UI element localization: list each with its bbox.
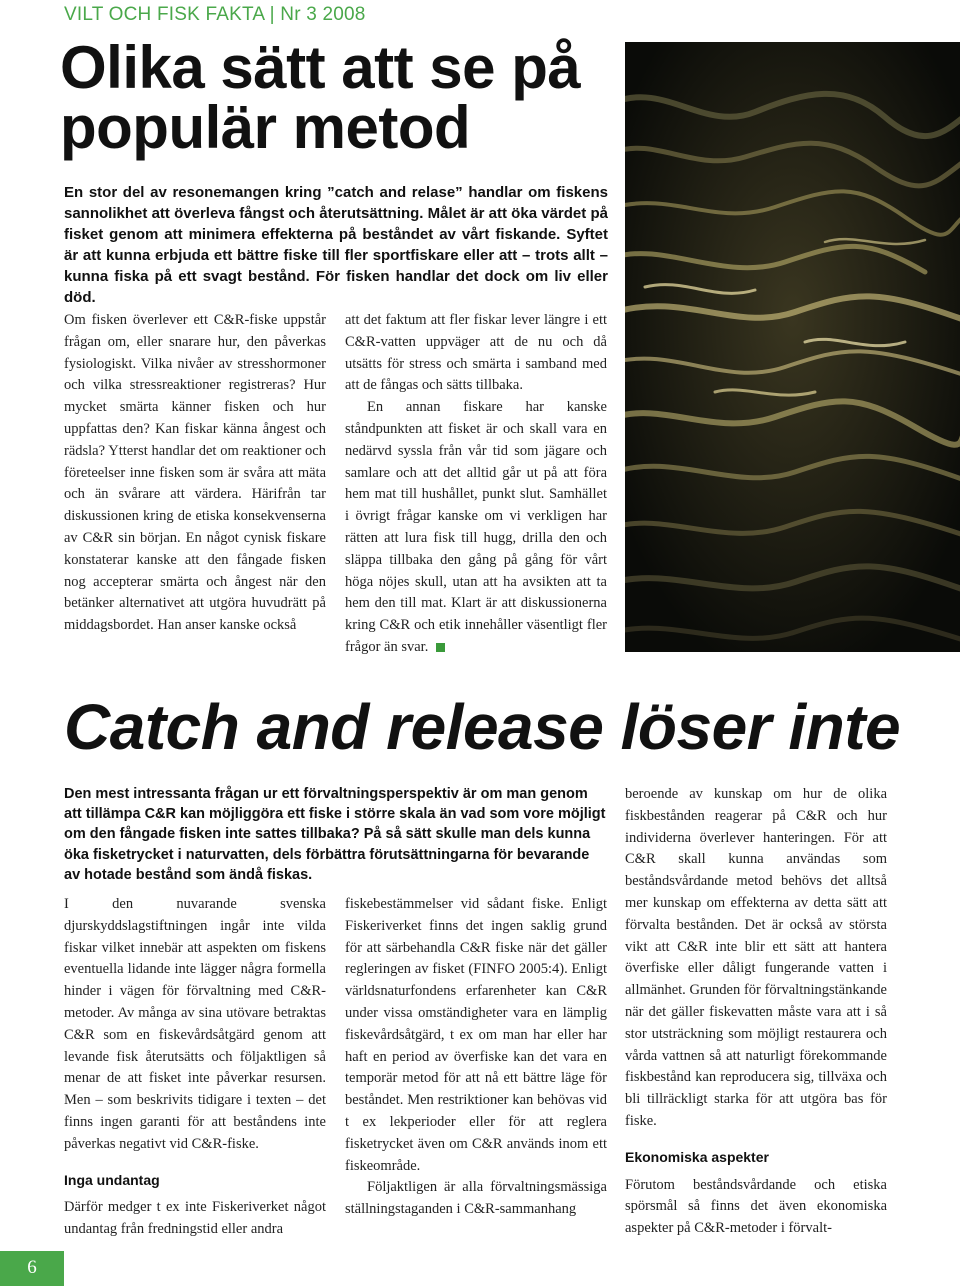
water-ripple-image [625, 42, 960, 652]
article-title: Olika sätt att se på populär metod [60, 34, 581, 161]
body-column-5 [625, 784, 887, 1240]
magazine-header: VILT OCH FISK FAKTA | Nr 3 2008 [64, 4, 366, 25]
body-paragraph: fiskebestämmelser vid sådant fiske. Enligt Fiskeriverket finns det ingen saklig grund för att särbehandla C&R fiske när det gäller regleringen av fisket (FINFO 2005:4). Enligt världsnaturfondens erfarenheter kan C&R under vissa omständigheter vara en lämplig fiskevårdsåtgärd, t ex om man har eller har haft en period av överfiske kan det vara en temporär metod för att nå ett bättre läge för beståndet. Men restriktioner kan behövas vid t ex lekperioder eller för att reglera fisketrycket även om C&R används inom ett fiskeområde. [345, 896, 607, 1174]
body-paragraph: att det faktum att fler fiskar lever längre i ett C&R-vatten uppväger att de nu och då utsätts för stress och smärta i samband med att de fångas och sätts tillbaka. [345, 312, 607, 394]
body-column-2 [345, 310, 607, 659]
body-paragraph: I den nuvarande svenska djurskyddslagstiftningen ingår inte vilda fiskar vilket innebär att aspekten om fiskens eventuella lidande inte lägger några formella hinder i vägen för förvaltning med C&R-metoder. Av många av sina utövare betraktas C&R som en fiskevårdsåtgärd genom att levande fisk återutsätts och följaktligen så menar de att fisket inte påverkar resursen. Men – som beskrivits tidigare i texten – det finns ingen garanti för att beståndens inte påverkas negativt vid C&R-fiske. [64, 896, 326, 1152]
water-photo [625, 42, 960, 652]
article-lead-2: Den mest intressanta frågan ur ett förvaltningsperspektiv är om man genom att tillämpa C&R kan möjliggöra ett fiske i större skala än vad som vore möjligt om den fångade fisken inte sattes tillbaka? På så sätt skulle man dels kunna öka fisketrycket i naturvatten, dels förbättra förutsättningarna för bevarande av hotade bestånd som ändå fiskas. [64, 786, 606, 883]
body-column-4 [345, 894, 607, 1221]
body-paragraph: Därför medger t ex inte Fiskeriverket något undantag från fredningstid eller andra [64, 1199, 326, 1238]
subheading: Inga undantag [64, 1171, 160, 1188]
end-of-article-mark [436, 643, 445, 652]
body-column-3 [64, 894, 326, 1241]
subheading: Ekonomiska aspekter [625, 1148, 769, 1165]
body-paragraph: Förutom beståndsvårdande och etiska spörsmål så finns det även ekonomiska aspekter på C&R-metoder i förvalt- [625, 1176, 887, 1237]
body-paragraph: En annan fiskare har kanske ståndpunkten att fisket är och skall vara en nedärvd syssla från vår tid som jägare och samlare och att det alltid går ut på att föra hem mat till hushållet, punkt slut. Samhället i övrigt frågar kanske om vi verkligen har rätten att lura fisk till hugg, drilla den och släppa tillbaka den gång på gång för vårt höga nöjes skull, utan att ha avsikten att ta hem den till mat. Klart är att diskussionerna kring C&R och etik innehåller väsentligt fler frågor än svar. [345, 399, 607, 655]
page-number: 6 [27, 1257, 37, 1278]
article-title-2: Catch and release löser inte [64, 691, 901, 763]
body-paragraph: Följaktligen är alla förvaltningsmässiga ställningstaganden i C&R-sammanhang [345, 1179, 607, 1218]
body-paragraph: beroende av kunskap om hur de olika fiskbestånden reagerar på C&R och hur individerna överlever hanteringen. För att C&R skall kunna användas som beståndsvårdande metod behövs det alltså mer kunskap om effekterna av detta sätt att förvalta bestånden. Det är också av största vikt att C&R inte blir ett sätt att hantera överfiske eller dåligt fungerande vatten i allmänhet. Grunden för förvaltningstänkande när det gäller fiskevatten måste vara att i så stor utsträckning som möjligt restaurera och vårda vattnen så att naturligt förekommande fiskbestånd kan reproducera sig, tillväxa och bli tillräckligt starka för att utgöra bas för fiske. [625, 786, 887, 1129]
body-paragraph: Om fisken överlever ett C&R-fiske uppstår frågan om, eller snarare hur, den påverkas fysiologiskt. Vilka nivåer av stresshormoner och vilka stressreaktioner registreras? Hur mycket smärta känner fisken och hur uppfattas den? Kan fiskar känna ångest och rädsla? Ytterst handlar det om reaktioner och företeelser inne fisken som är svåra att mäta och än svårare att värdera. Härifrån tar diskussionen kring de etiska konsekvenserna av C&R sin början. En något cynisk fiskare konstaterar kanske att den fångade fisken nog accepterar smärta och ångest när den betänker alternativet att utgöra huvudrätt på middagsbordet. Han anser kanske också [64, 312, 326, 634]
body-column-1 [64, 310, 326, 637]
article-lead: En stor del av resonemangen kring ”catch and relase” handlar om fiskens sannolikhet att överleva fångst och återutsättning. Målet är att öka värdet på fisket genom att minimera effekterna på beståndet av vårt fiskande. Syftet är att kunna erbjuda ett bättre fiske till fler sportfiskare eller att – trots allt – kunna fiska på ett svagt bestånd. För fisken handlar det dock om liv eller död. [64, 184, 608, 306]
